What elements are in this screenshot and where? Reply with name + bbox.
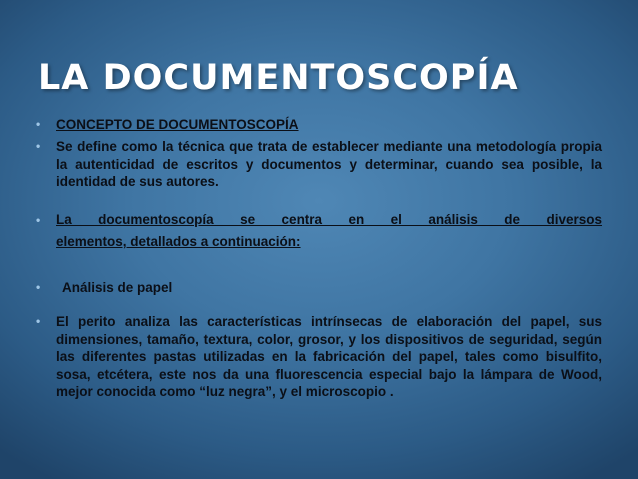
bullet-marker: • bbox=[36, 139, 41, 153]
bullet-marker: • bbox=[36, 117, 41, 131]
bullet-concepto bbox=[36, 116, 602, 134]
bullet-text: Análisis de papel bbox=[62, 280, 173, 295]
bullet-text: CONCEPTO DE DOCUMENTOSCOPÍA bbox=[56, 117, 299, 132]
bullet-analisis-papel bbox=[36, 279, 602, 297]
bullet-text: El perito analiza las características intrínsecas de elaboración del papel, sus dimensiones, tamaño, textura, color, grosor, y los dispositivos de seguridad, según las diferentes pastas utilizadas en la fabricación del papel, tales como bisulfito, sosa, etcétera, este nos da una fluorescencia especial bajo la lámpara de Wood, mejor conocida como “luz negra”, y el microscopio . bbox=[56, 314, 602, 399]
bullet-elementos bbox=[36, 209, 602, 253]
bullet-marker: • bbox=[36, 280, 41, 294]
slide-title: LA DOCUMENTOSCOPÍA bbox=[38, 58, 519, 98]
bullet-text-line2: elementos, detallados a continuación: bbox=[56, 234, 301, 249]
bullet-text: Se define como la técnica que trata de establecer mediante una metodología propia la autenticidad de escritos y documentos y determinar, cuando sea posible, la identidad de sus autores. bbox=[56, 139, 602, 189]
bullet-marker: • bbox=[36, 213, 41, 227]
bullet-marker: • bbox=[36, 314, 41, 328]
bullet-perito bbox=[36, 313, 602, 401]
bullet-text-line1: La documentoscopía se centra en el análisis de diversos bbox=[56, 212, 602, 227]
bullet-definicion bbox=[36, 138, 602, 191]
